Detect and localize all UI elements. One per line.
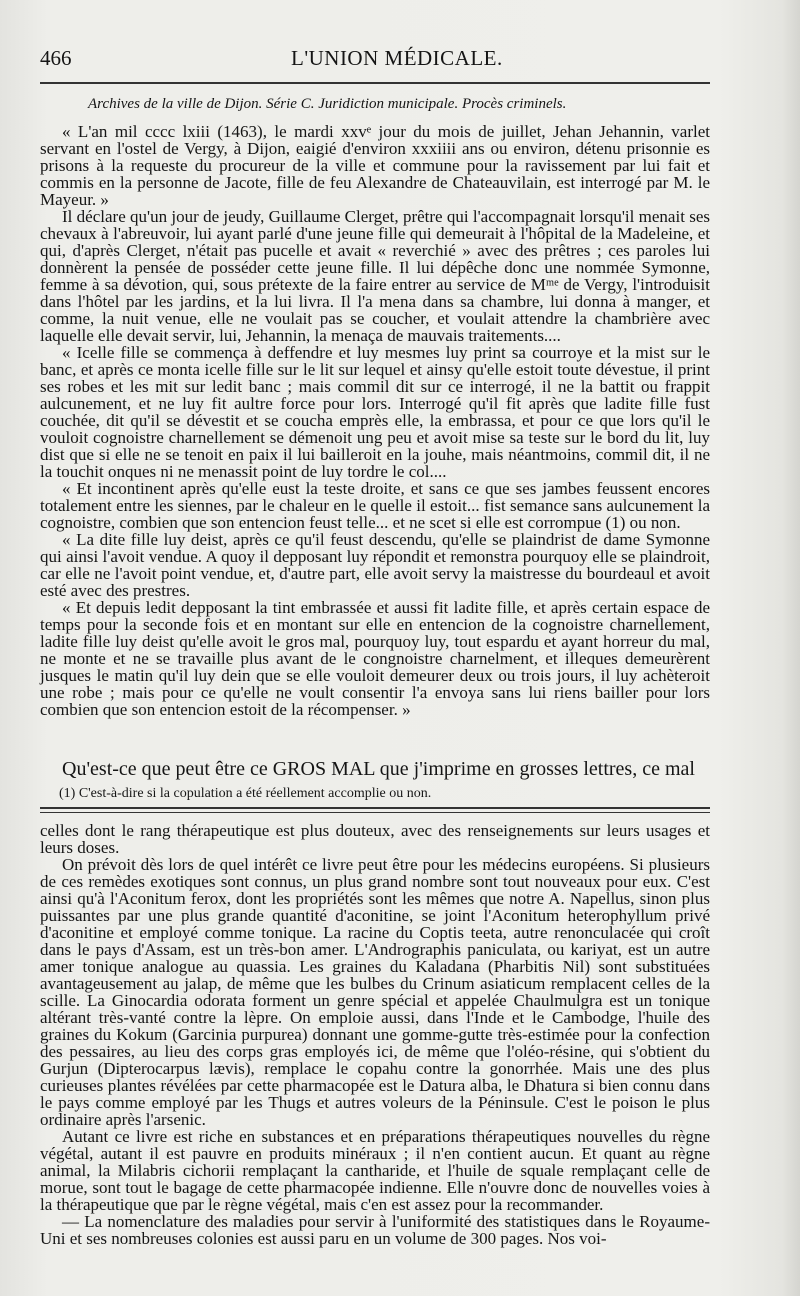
upper-text-block bbox=[40, 123, 710, 718]
section-rule-bottom bbox=[40, 812, 710, 813]
page-edge-shadow bbox=[782, 0, 800, 1296]
section-rule-top bbox=[40, 807, 710, 809]
lower-paragraph-4: — La nomenclature des maladies pour servir à l'uniformité des statistiques dans le Royaume-Uni et ses nombreuses colonies est aussi paru en un volume de 300 pages. Nos voi- bbox=[40, 1212, 710, 1248]
running-title: L'UNION MÉDICALE. bbox=[291, 46, 503, 70]
paragraph-6: « Et depuis ledit depposant la tint embrassée et aussi fit ladite fille, et après certain espace de temps pour la seconde fois et en montant sur elle en entencion de la cognoistre charnellement, ladite fille luy deist qu'elle avoit le gros mal, pourquoy luy, tout espardu et ayant horreur du mal, ne monte et ne se travaille plus avant de le congnoistre charnelment, et illeques demeurèrent jusques le matin qu'il luy dein que se elle vouloit demeurer deux ou trois jours, il luy achèteroit une robe ; mais pour ce qu'elle ne voult consentir l'a envoya sans lui riens bailler pour lors combien que son entencion estoit de la récompenser. » bbox=[40, 598, 710, 719]
lower-text-block bbox=[40, 822, 710, 1247]
large-type-line: Qu'est-ce que peut être ce GROS MAL que j'imprime en grosses lettres, ce mal bbox=[62, 758, 695, 780]
paragraph-5: « La dite fille luy deist, après ce qu'il feust descendu, qu'elle se plaindrist de dame Symonne qui ainsi l'avoit vendue. A quoy il depposant luy répondit et remonstra pourquoy elle se plaindroit, car elle ne l'avoit point vendue, et, d'autre part, elle avoit servy la maistresse du bourdeaul et avoit esté avec des prestres. bbox=[40, 530, 710, 600]
paragraph-1: « L'an mil cccc lxiii (1463), le mardi xxvᵉ jour du mois de juillet, Jehan Jehannin, varlet servant en l'ostel de Vergy, à Dijon, eaigié d'environ xxxiiii ans ou environ, détenu prisonnie es prisons à la requeste du procureur de la ville et commune pour la ravissement par lui fait et commis en la personne de Jacote, fille de feu Alexandre de Chateauvilain, est interrogé par M. le Mayeur. » bbox=[40, 122, 710, 209]
lower-paragraph-3: Autant ce livre est riche en substances et en préparations thérapeutiques nouvelles du règne végétal, autant il est pauvre en produits minéraux ; il n'en contient aucun. Et quant au règne animal, la Milabris cichorii remplaçant la cantharide, et l'huile de squale remplaçant celle de morue, sont tout le bagage de cette pharmacopée indienne. Elle n'ouvre donc de nouvelles voies à la thérapeutique que par le règne végétal, mais c'en est assez pour la recommander. bbox=[40, 1127, 710, 1214]
paragraph-2: Il déclare qu'un jour de jeudy, Guillaume Clerget, prêtre qui l'accompagnait lorsqu'il menait ses chevaux à l'abreuvoir, lui ayant parlé d'une jeune fille qui demeurait à l'hôpital de la Madeleine, et qui, d'après Clerget, n'était pas pucelle et avait « reverchié » avec des prêtres ; ces paroles lui donnèrent la pensée de posséder cette jeune fille. Il lui dépêche donc une nommée Symonne, femme à sa dévotion, qui, sous prétexte de la faire entrer au service de Mᵐᵉ de Vergy, l'introduisit dans l'hôtel par les jardins, et la lui livra. Il l'a mena dans sa chambre, lui donna à manger, et comme, la nuit venue, elle ne voulait pas se coucher, et voulait attendre la chambrière avec laquelle elle devait servir, lui, Jehannin, la menaça de mauvais traitements.... bbox=[40, 207, 710, 345]
archive-heading: Archives de la ville de Dijon. Série C. Juridiction municipale. Procès criminels. bbox=[88, 96, 567, 112]
lower-paragraph-1: celles dont le rang thérapeutique est plus douteux, avec des renseignements sur leurs usages et leurs doses. bbox=[40, 821, 710, 857]
page-number: 466 bbox=[40, 46, 72, 70]
paragraph-3: « Icelle fille se commença à deffendre et luy mesmes luy print sa courroye et la mist sur le banc, et après ce monta icelle fille sur le lit sur lequel et ainsy qu'elle estoit toute dévestue, il print ses robes et les mit sur ledit banc ; mais commil dit sur ce interrogé, il ne la battit ou frappit aulcunement, et ne luy fit aultre force pour lors. Interrogé qu'il fit après que ladite fille fust couchée, dit qu'il se dévestit et se coucha emprès elle, la embrassa, et pour ce que lors qu'il le vouloit cognoistre charnellement se démenoit ung peu et avoit mise sa teste sur le bord du lit, luy dist que si elle ne se tenoit en paix il lui bailleroit en la jouhe, mais néantmoins, commil dit, il ne la touchit onques ni ne menassit point de luy tordre le col.... bbox=[40, 343, 710, 481]
footnote: (1) C'est-à-dire si la copulation a été réellement accomplie ou non. bbox=[59, 786, 432, 801]
page-header bbox=[40, 46, 710, 76]
paragraph-4: « Et incontinent après qu'elle eust la teste droite, et sans ce que ses jambes feussent encores totalement entre les siennes, par le chaleur en le quelle il estoit... fist semance sans aulcunement la cognoistre, combien que son entencion feust telle... et ne scet si elle est corrompue (1) ou non. bbox=[40, 479, 710, 532]
lower-paragraph-2: On prévoit dès lors de quel intérêt ce livre peut être pour les médecins européens. Si plusieurs de ces remèdes exotiques sont connus, un plus grand nombre sont tout nouveaux pour eux. C'est ainsi qu'à l'Aconitum ferox, dont les propriétés sont les mêmes que notre A. Napellus, sinon plus puissantes par une plus grande quantité d'aconitine, se joint l'Aconitum heterophyllum privé d'aconitine et employé comme tonique. La racine du Coptis teeta, autre renonculacée qui croît dans le pays d'Assam, est un très-bon amer. L'Andrographis paniculata, ou kariyat, est un autre amer tonique analogue au quassia. Les graines du Kaladana (Pharbitis Nil) sont substituées avantageusement au jalap, de même que les bulbes du Crinum asiaticum remplacent celles de la scille. La Ginocardia odorata forment un genre spécial et appelée Chaulmulgra est un tonique altérant très-vanté contre la lèpre. On emploie aussi, dans l'Inde et le Cambodge, l'huile des graines du Kokum (Garcinia purpurea) donnant une gomme-gutte très-estimée pour la confection des pessaires, au lieu des corps gras employés ici, de même que l'oléo-résine, qui s'obtient du Gurjun (Dipterocarpus lævis), remplace le copahu contre la gonorrhée. Mais une des plus curieuses plantes révélées par cette pharmacopée est le Datura alba, le Dhatura si bien connu dans le pays comme employé par les Thugs et autres voleurs de la Péninsule. C'est le poison le plus ordinaire après l'arsenic. bbox=[40, 855, 710, 1129]
header-rule bbox=[40, 82, 710, 84]
